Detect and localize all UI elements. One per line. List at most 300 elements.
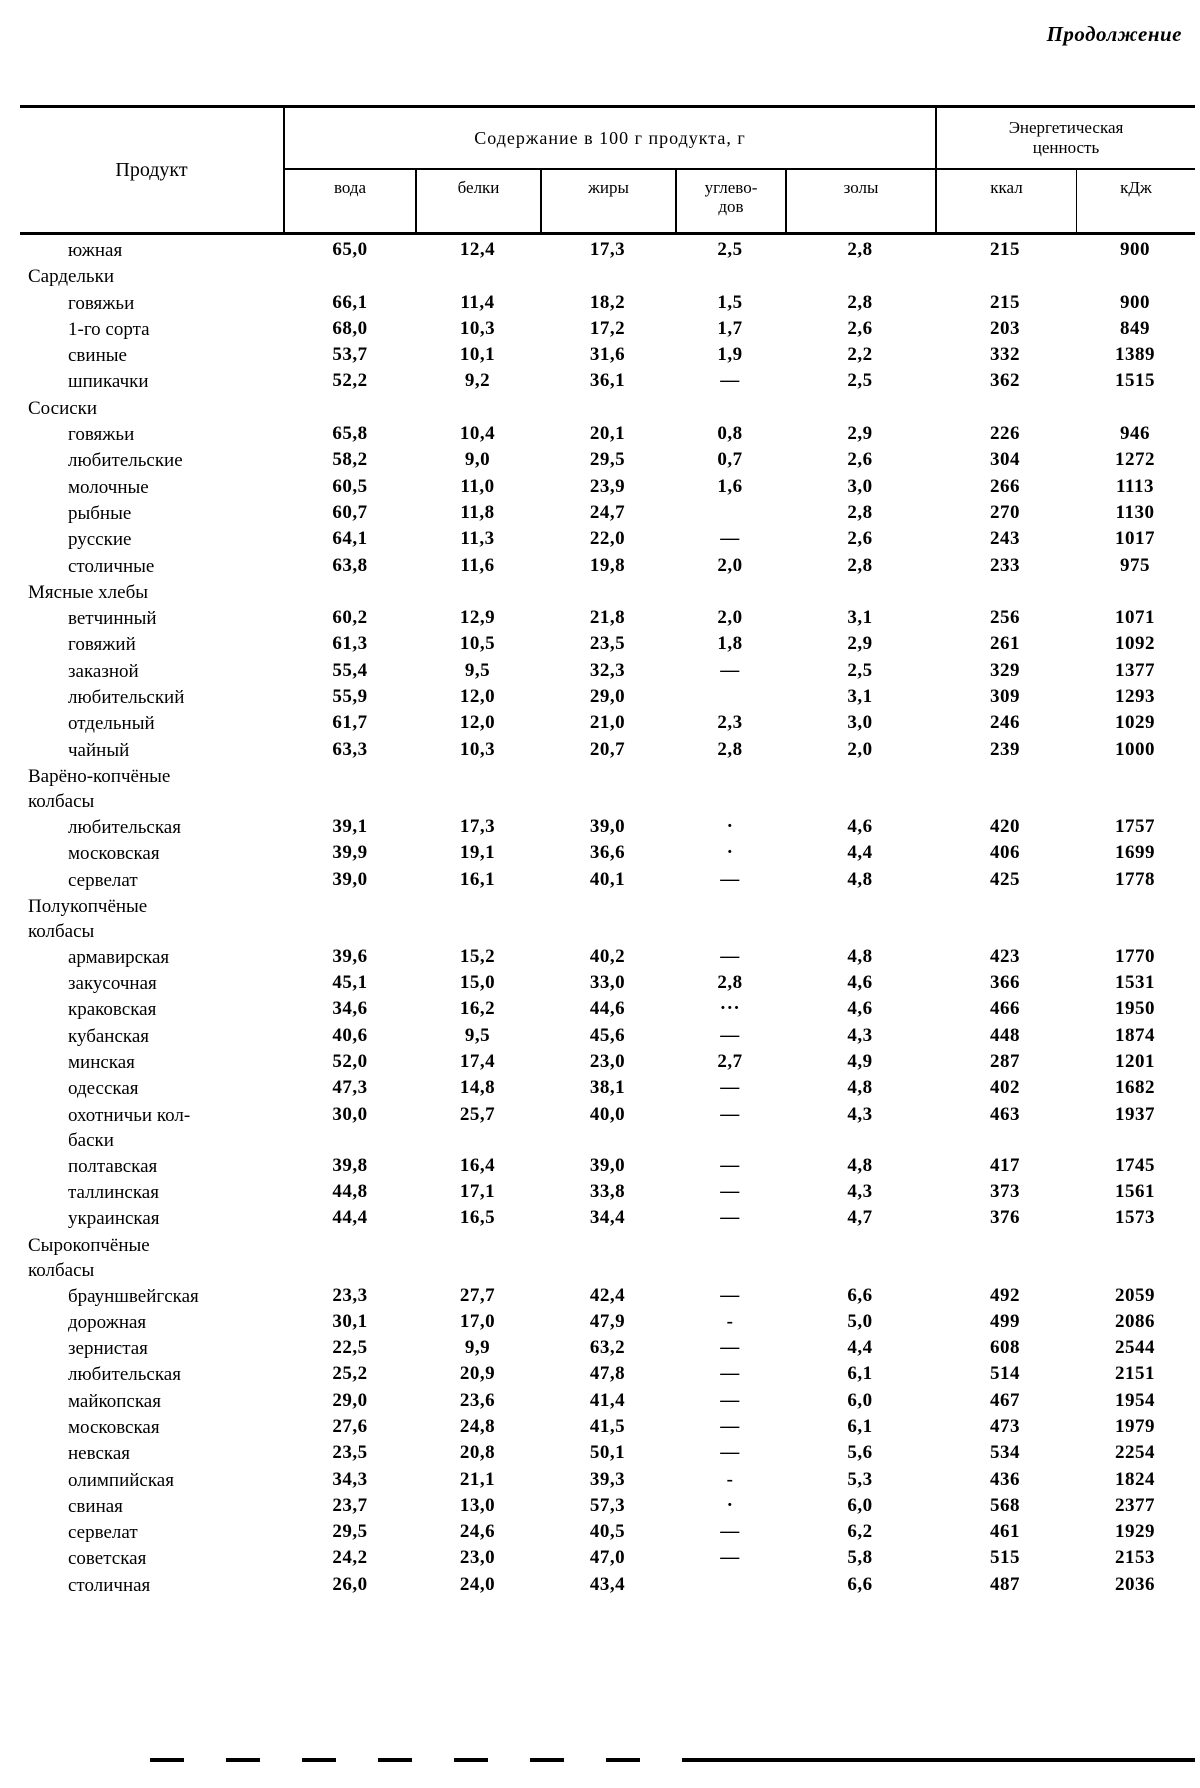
value-cell: 11,0 <box>460 475 495 497</box>
value-cell: 17,4 <box>459 1051 496 1073</box>
value-cell: 12,4 <box>459 239 496 260</box>
value-cell: · <box>726 1494 734 1516</box>
value-cell: 26,0 <box>332 1573 368 1595</box>
header-col-carbs: углево- дов <box>675 170 785 232</box>
value-cell: 473 <box>990 1415 1020 1437</box>
value-cell: 1874 <box>1115 1024 1155 1046</box>
value-cell: 5,6 <box>847 1442 873 1464</box>
value-cell: 1113 <box>1116 475 1154 497</box>
value-cell: 4,8 <box>847 945 873 967</box>
header-energy-subcols <box>937 170 1195 232</box>
value-cell: — <box>720 1077 740 1099</box>
product-name: Сырокопчёные колбасы <box>28 1234 150 1281</box>
value-cell: 1979 <box>1115 1415 1155 1437</box>
value-cell: 4,8 <box>847 1154 873 1176</box>
value-cell: 11,4 <box>460 291 495 313</box>
value-cell: 25,2 <box>332 1363 368 1385</box>
table-row <box>20 1309 1195 1335</box>
nutrition-table <box>20 105 1195 1598</box>
value-cell: 23,6 <box>459 1389 496 1411</box>
value-cell: 6,1 <box>847 1415 873 1437</box>
value-cell: 38,1 <box>589 1077 626 1099</box>
value-cell: 39,1 <box>332 815 368 837</box>
value-cell: 18,2 <box>589 291 626 313</box>
value-cell: 2,5 <box>847 659 873 681</box>
value-cell: 2,9 <box>847 423 873 445</box>
value-cell: 32,3 <box>589 659 626 681</box>
table-row <box>20 893 1195 944</box>
table-row <box>20 684 1195 710</box>
value-cell: 39,9 <box>332 842 368 864</box>
value-cell: 1745 <box>1115 1154 1155 1176</box>
value-cell: — <box>720 1207 740 1229</box>
value-cell: — <box>720 1103 740 1125</box>
value-cell: 20,8 <box>459 1442 496 1464</box>
continuation-label: Продолжение <box>1046 22 1182 46</box>
value-cell: 52,2 <box>332 370 368 392</box>
value-cell: — <box>720 1389 740 1411</box>
value-cell: 425 <box>990 868 1020 890</box>
value-cell: 39,3 <box>589 1468 626 1490</box>
value-cell: 266 <box>990 475 1020 497</box>
product-name: брауншвейгская <box>68 1285 199 1307</box>
value-cell: 55,9 <box>332 686 368 708</box>
value-cell: 1272 <box>1115 449 1155 471</box>
value-cell: 1954 <box>1115 1389 1155 1411</box>
value-cell: — <box>720 1024 740 1046</box>
value-cell: 4,7 <box>847 1207 873 1229</box>
value-cell: 270 <box>990 501 1020 523</box>
value-cell: 11,6 <box>460 554 495 576</box>
product-name: южная <box>68 240 123 261</box>
table-row <box>20 526 1195 552</box>
value-cell: 534 <box>990 1442 1020 1464</box>
value-cell: 17,3 <box>459 815 496 837</box>
product-name: Сардельки <box>28 266 115 288</box>
value-cell: 5,0 <box>847 1310 873 1332</box>
header-content-subcols <box>285 170 935 232</box>
value-cell: 39,6 <box>332 945 368 967</box>
value-cell: — <box>720 1337 740 1359</box>
value-cell: — <box>720 659 740 681</box>
value-cell: 45,6 <box>589 1024 626 1046</box>
value-cell: 376 <box>990 1207 1020 1229</box>
header-energy-group-wrap <box>935 108 1195 232</box>
value-cell: 9,2 <box>464 370 491 392</box>
value-cell: 1824 <box>1115 1468 1155 1490</box>
value-cell: 1937 <box>1115 1103 1155 1125</box>
value-cell: 63,8 <box>332 554 368 576</box>
value-cell: 6,1 <box>847 1363 873 1385</box>
table-row <box>20 737 1195 763</box>
value-cell: 4,8 <box>847 868 873 890</box>
value-cell: 16,5 <box>459 1207 496 1229</box>
value-cell: 12,0 <box>459 686 496 708</box>
table-row <box>20 421 1195 447</box>
value-cell: 463 <box>990 1103 1020 1125</box>
header-col-water: вода <box>333 178 367 197</box>
table-row <box>20 996 1195 1022</box>
value-cell: 61,7 <box>332 712 368 734</box>
value-cell: 29,5 <box>332 1521 368 1543</box>
value-cell: 31,6 <box>589 344 626 366</box>
value-cell: 1,8 <box>717 633 743 655</box>
value-cell: 1531 <box>1115 972 1155 994</box>
value-cell: — <box>720 868 740 890</box>
value-cell: 42,4 <box>589 1284 626 1306</box>
value-cell: 608 <box>990 1337 1020 1359</box>
value-cell: 1682 <box>1115 1077 1155 1099</box>
value-cell: 39,8 <box>332 1154 368 1176</box>
value-cell: 17,2 <box>589 317 626 339</box>
value-cell: 2,6 <box>847 317 873 339</box>
value-cell: 24,6 <box>459 1521 496 1543</box>
value-cell: 406 <box>990 842 1020 864</box>
value-cell: 29,5 <box>589 449 626 471</box>
value-cell: 33,0 <box>589 972 626 994</box>
value-cell: 423 <box>990 945 1020 967</box>
product-name: невская <box>68 1443 131 1465</box>
table-row <box>20 970 1195 996</box>
value-cell: 1017 <box>1115 528 1155 550</box>
value-cell: 10,3 <box>459 738 496 760</box>
value-cell: 3,1 <box>847 607 873 629</box>
product-name: московская <box>68 1416 160 1438</box>
product-name: Варёно-копчёные колбасы <box>28 765 171 812</box>
value-cell: 60,5 <box>332 475 368 497</box>
value-cell: 23,7 <box>332 1494 368 1516</box>
value-cell: 2,9 <box>847 633 873 655</box>
value-cell: 1000 <box>1115 738 1155 760</box>
value-cell: 23,3 <box>332 1284 368 1306</box>
value-cell: 2,8 <box>847 554 873 576</box>
value-cell: 1,7 <box>717 317 743 339</box>
value-cell: 849 <box>1120 317 1150 339</box>
value-cell: 23,0 <box>459 1547 496 1569</box>
table-row <box>20 237 1195 263</box>
table-row <box>20 1572 1195 1598</box>
value-cell: 2544 <box>1115 1337 1155 1359</box>
value-cell: 57,3 <box>589 1494 626 1516</box>
value-cell: 492 <box>990 1284 1020 1306</box>
product-name: таллинская <box>68 1181 159 1203</box>
value-cell: 1,9 <box>717 344 743 366</box>
value-cell: 2,2 <box>847 344 873 366</box>
value-cell: 6,6 <box>847 1573 873 1595</box>
value-cell: 41,5 <box>589 1415 626 1437</box>
product-name: отдельный <box>68 713 155 735</box>
value-cell: 27,6 <box>332 1415 368 1437</box>
product-name: молочные <box>68 476 149 498</box>
value-cell: 3,0 <box>847 712 873 734</box>
value-cell: 22,0 <box>589 528 626 550</box>
product-name: любительская <box>68 816 181 838</box>
value-cell: 203 <box>990 317 1020 339</box>
value-cell: 2086 <box>1115 1310 1155 1332</box>
header-col-kcal: ккал <box>990 178 1023 197</box>
value-cell: 1293 <box>1115 686 1155 708</box>
value-cell: 11,3 <box>460 528 495 550</box>
value-cell: 2,0 <box>847 738 873 760</box>
product-name: любительские <box>68 450 183 472</box>
value-cell: 34,3 <box>332 1468 368 1490</box>
table-row <box>20 1414 1195 1440</box>
value-cell: 41,4 <box>589 1389 626 1411</box>
value-cell: 2,5 <box>717 239 743 260</box>
table-row <box>20 1232 1195 1283</box>
value-cell: 30,1 <box>332 1310 368 1332</box>
value-cell: 233 <box>990 554 1020 576</box>
product-name: 1-го сорта <box>68 318 150 340</box>
value-cell: 50,1 <box>589 1442 626 1464</box>
value-cell: 23,9 <box>589 475 626 497</box>
table-row <box>20 1440 1195 1466</box>
value-cell: - <box>726 1310 734 1332</box>
product-name: рыбные <box>68 502 132 524</box>
table-row <box>20 1361 1195 1387</box>
product-name: свиные <box>68 345 127 367</box>
value-cell: 304 <box>990 449 1020 471</box>
header-col-proteins: белки <box>415 170 540 232</box>
value-cell: 44,4 <box>332 1207 368 1229</box>
value-cell: 55,4 <box>332 659 368 681</box>
value-cell: 17,1 <box>459 1180 496 1202</box>
product-name: Полукопчёные колбасы <box>28 895 148 942</box>
table-row <box>20 1335 1195 1361</box>
header-col-ash: золы <box>785 170 935 232</box>
value-cell: 448 <box>990 1024 1020 1046</box>
value-cell: 975 <box>1120 554 1150 576</box>
value-cell: 24,8 <box>459 1415 496 1437</box>
value-cell: 362 <box>990 370 1020 392</box>
value-cell: 4,6 <box>847 998 873 1020</box>
value-cell: 4,4 <box>847 1337 873 1359</box>
value-cell: 366 <box>990 972 1020 994</box>
value-cell: 2153 <box>1115 1547 1155 1569</box>
value-cell: 4,4 <box>847 842 873 864</box>
value-cell: 21,1 <box>459 1468 496 1490</box>
value-cell: 2,8 <box>717 972 743 994</box>
bottom-rule-solid <box>710 1758 1195 1762</box>
value-cell: 1573 <box>1115 1207 1155 1229</box>
value-cell: 436 <box>990 1468 1020 1490</box>
table-row <box>20 1545 1195 1571</box>
bottom-rule-dashes <box>150 1758 710 1762</box>
table-body <box>20 235 1195 1598</box>
value-cell: 2059 <box>1115 1284 1155 1306</box>
value-cell: 61,3 <box>332 633 368 655</box>
value-cell: 4,8 <box>847 1077 873 1099</box>
table-row <box>20 814 1195 840</box>
value-cell: 39,0 <box>589 815 626 837</box>
value-cell: 34,4 <box>589 1207 626 1229</box>
value-cell: 40,5 <box>589 1521 626 1543</box>
value-cell: 53,7 <box>332 344 368 366</box>
product-name: армавирская <box>68 946 170 968</box>
value-cell: 47,8 <box>589 1363 626 1385</box>
value-cell: 22,5 <box>332 1337 368 1359</box>
product-name: сервелат <box>68 869 138 891</box>
table-row <box>20 1493 1195 1519</box>
value-cell: 1515 <box>1115 370 1155 392</box>
value-cell: 1071 <box>1115 607 1155 629</box>
value-cell: 21,0 <box>589 712 626 734</box>
header-col-fats: жиры <box>540 170 675 232</box>
value-cell: 1699 <box>1115 842 1155 864</box>
value-cell: 2,7 <box>717 1051 743 1073</box>
value-cell: 6,6 <box>847 1284 873 1306</box>
value-cell: 40,6 <box>332 1024 368 1046</box>
value-cell: 4,6 <box>847 815 873 837</box>
value-cell: 47,9 <box>589 1310 626 1332</box>
value-cell: 5,8 <box>847 1547 873 1569</box>
value-cell: 329 <box>990 659 1020 681</box>
value-cell: 65,0 <box>332 239 368 260</box>
table-row <box>20 605 1195 631</box>
value-cell: 946 <box>1120 423 1150 445</box>
value-cell: — <box>720 1415 740 1437</box>
value-cell: 332 <box>990 344 1020 366</box>
value-cell: 4,3 <box>847 1180 873 1202</box>
value-cell: ··· <box>719 998 741 1020</box>
value-cell: 2,6 <box>847 449 873 471</box>
header-col-kj: кДж <box>1076 170 1195 232</box>
value-cell: — <box>720 1284 740 1306</box>
value-cell: 261 <box>990 633 1020 655</box>
value-cell: 2,8 <box>847 501 873 523</box>
value-cell: 1389 <box>1115 344 1155 366</box>
value-cell: 256 <box>990 607 1020 629</box>
value-cell: 43,4 <box>589 1573 626 1595</box>
value-cell: · <box>726 842 734 864</box>
value-cell: 63,2 <box>589 1337 626 1359</box>
value-cell: 309 <box>990 686 1020 708</box>
value-cell: 25,7 <box>459 1103 496 1125</box>
value-cell: 6,0 <box>847 1389 873 1411</box>
product-name: Сосиски <box>28 397 98 419</box>
value-cell: 1377 <box>1115 659 1155 681</box>
value-cell: 417 <box>990 1154 1020 1176</box>
value-cell: — <box>720 1521 740 1543</box>
value-cell: — <box>720 528 740 550</box>
product-name: дорожная <box>68 1311 147 1333</box>
product-name: кубанская <box>68 1025 150 1047</box>
value-cell: 402 <box>990 1077 1020 1099</box>
table-row <box>20 1153 1195 1179</box>
product-name: советская <box>68 1548 147 1570</box>
value-cell: 36,1 <box>589 370 626 392</box>
value-cell: — <box>720 370 740 392</box>
value-cell: 4,9 <box>847 1051 873 1073</box>
value-cell: 2036 <box>1115 1573 1155 1595</box>
value-cell: — <box>720 945 740 967</box>
value-cell: 40,2 <box>589 945 626 967</box>
header-content-group-wrap <box>285 108 935 232</box>
table-row <box>20 944 1195 970</box>
bottom-rule <box>150 1758 1195 1762</box>
table-row <box>20 1075 1195 1101</box>
value-cell: 24,7 <box>589 501 626 523</box>
table-row <box>20 658 1195 684</box>
value-cell: 9,0 <box>464 449 491 471</box>
value-cell: — <box>720 1442 740 1464</box>
value-cell: 60,2 <box>332 607 368 629</box>
value-cell: 47,3 <box>332 1077 368 1099</box>
value-cell: 20,9 <box>459 1363 496 1385</box>
value-cell: 373 <box>990 1180 1020 1202</box>
value-cell: 1201 <box>1115 1051 1155 1073</box>
value-cell: 9,9 <box>464 1337 491 1359</box>
table-row <box>20 867 1195 893</box>
product-name: заказной <box>68 660 139 682</box>
value-cell: 499 <box>990 1310 1020 1332</box>
product-name: любительская <box>68 1364 181 1386</box>
value-cell: 1770 <box>1115 945 1155 967</box>
header-content-group: Содержание в 100 г продукта, г <box>285 108 935 170</box>
value-cell: 14,8 <box>459 1077 496 1099</box>
header-product: Продукт <box>20 108 285 232</box>
value-cell: 39,0 <box>332 868 368 890</box>
value-cell: 487 <box>990 1573 1020 1595</box>
product-name: говяжьи <box>68 424 135 446</box>
value-cell: 68,0 <box>332 317 368 339</box>
value-cell: 2,0 <box>717 554 743 576</box>
value-cell: 39,0 <box>589 1154 626 1176</box>
value-cell: 1130 <box>1115 501 1155 523</box>
value-cell: 13,0 <box>459 1494 496 1516</box>
table-row <box>20 1049 1195 1075</box>
value-cell: 5,3 <box>847 1468 873 1490</box>
value-cell: 226 <box>990 423 1020 445</box>
value-cell: 420 <box>990 815 1020 837</box>
value-cell: 52,0 <box>332 1051 368 1073</box>
product-name: любительский <box>68 687 185 709</box>
value-cell: 12,9 <box>459 607 496 629</box>
value-cell: — <box>720 1547 740 1569</box>
value-cell: 10,4 <box>459 423 496 445</box>
value-cell: 6,0 <box>847 1494 873 1516</box>
value-cell: 33,8 <box>589 1180 626 1202</box>
value-cell: 23,0 <box>589 1051 626 1073</box>
table-row <box>20 368 1195 394</box>
value-cell: 40,1 <box>589 868 626 890</box>
value-cell: - <box>726 1468 734 1490</box>
table-row <box>20 316 1195 342</box>
product-name: московская <box>68 843 160 865</box>
table-row <box>20 1102 1195 1153</box>
value-cell: — <box>720 1180 740 1202</box>
value-cell: 16,4 <box>459 1154 496 1176</box>
value-cell: 2,8 <box>847 239 873 260</box>
value-cell: 16,2 <box>459 998 496 1020</box>
value-cell: 1092 <box>1115 633 1155 655</box>
value-cell: 4,3 <box>847 1103 873 1125</box>
value-cell: 1778 <box>1115 868 1155 890</box>
table-row <box>20 1467 1195 1493</box>
value-cell: 34,6 <box>332 998 368 1020</box>
value-cell: 287 <box>990 1051 1020 1073</box>
value-cell: 36,6 <box>589 842 626 864</box>
value-cell: — <box>720 1363 740 1385</box>
value-cell: 4,6 <box>847 972 873 994</box>
value-cell: 27,7 <box>459 1284 496 1306</box>
value-cell: 2,6 <box>847 528 873 550</box>
header-energy-group: Энергетическая ценность <box>937 108 1195 170</box>
table-row <box>20 579 1195 605</box>
value-cell: 10,3 <box>459 317 496 339</box>
product-name: чайный <box>68 739 130 761</box>
product-name: свиная <box>68 1495 123 1517</box>
